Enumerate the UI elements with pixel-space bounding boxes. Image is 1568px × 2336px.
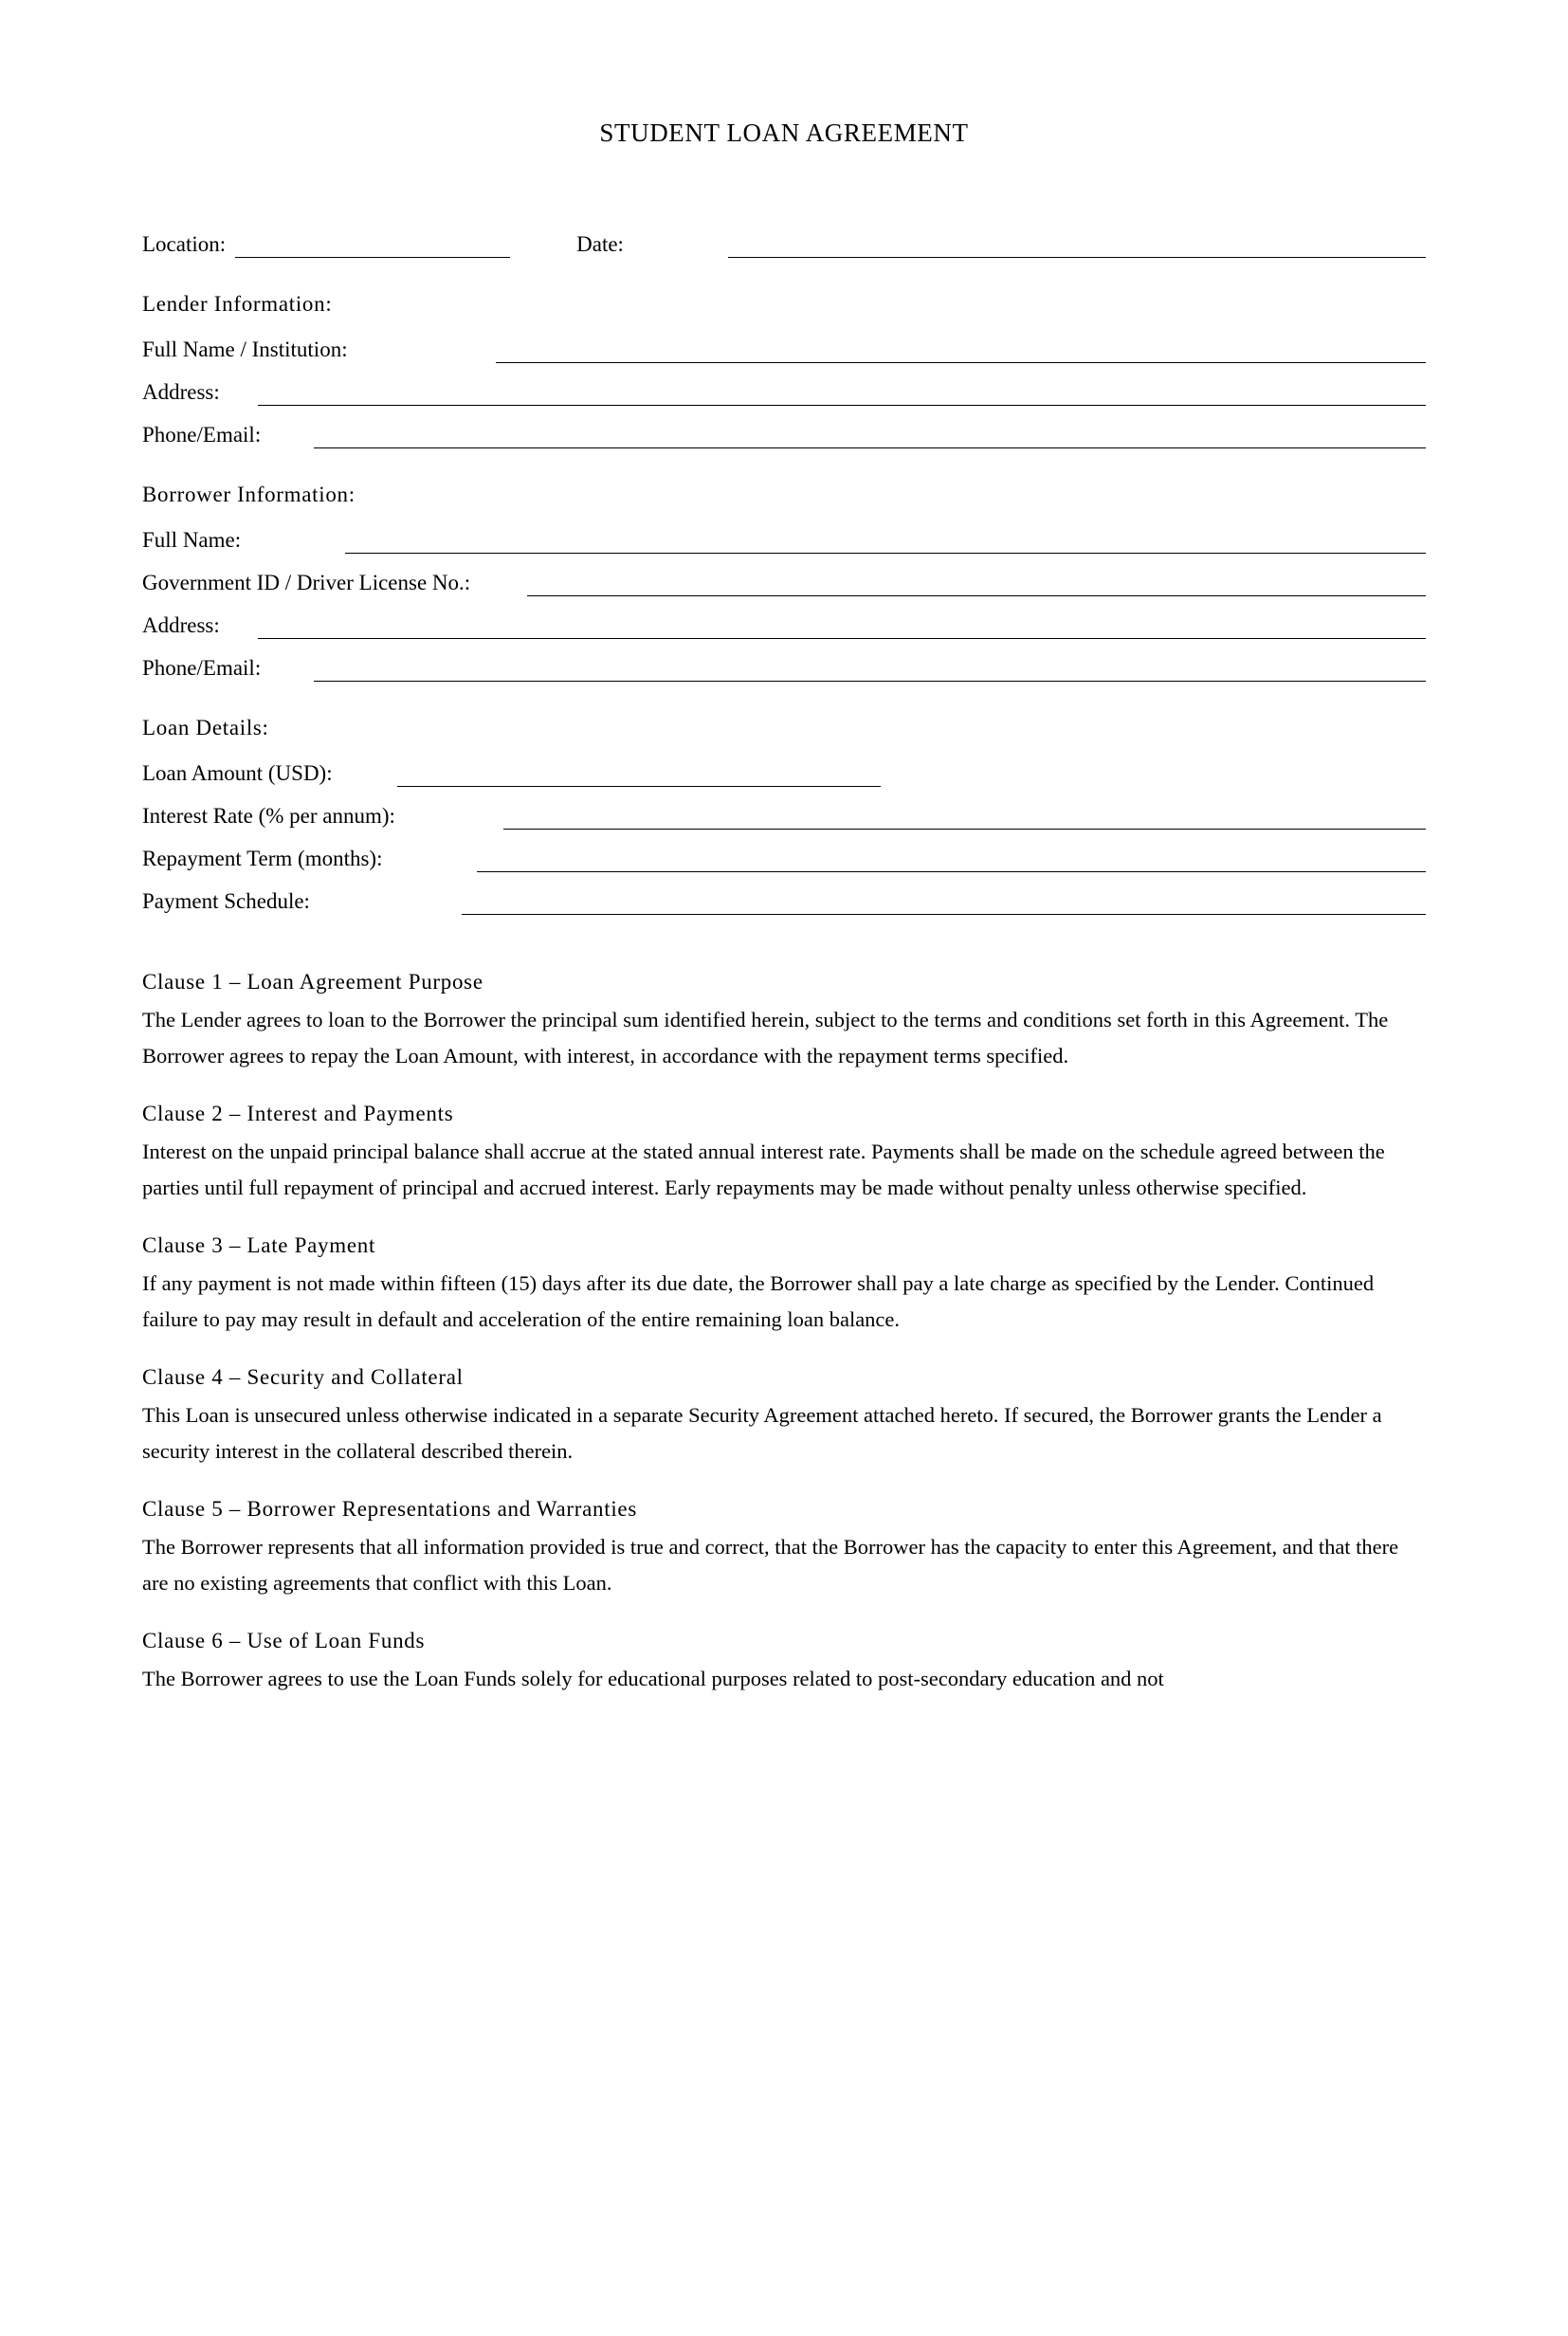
borrower-information-section bbox=[142, 481, 1426, 682]
borrower-phone-email-input[interactable] bbox=[314, 660, 1426, 682]
clause-item bbox=[142, 1362, 1426, 1469]
field-row-payment-schedule bbox=[142, 872, 1426, 915]
borrower-address-input[interactable] bbox=[258, 617, 1426, 639]
clause-item bbox=[142, 1099, 1426, 1206]
loan-amount-label: Loan Amount (USD): bbox=[142, 761, 333, 785]
borrower-information-heading: Borrower Information: bbox=[142, 483, 356, 506]
field-row-borrower-phone-email bbox=[142, 639, 1426, 682]
clause-2-title: Clause 2 – Interest and Payments bbox=[142, 1102, 454, 1125]
header-fields-row bbox=[142, 231, 1426, 258]
date-label: Date: bbox=[576, 232, 624, 256]
clause-1-body: The Lender agrees to loan to the Borrower the principal sum identified herein, subject to the terms and conditions set forth in this Agreement. The Borrower agrees to repay the Loan Amount, with interest, in accordance with the repayment terms specified. bbox=[142, 1008, 1389, 1068]
lender-information-heading: Lender Information: bbox=[142, 292, 333, 316]
clause-item bbox=[142, 1494, 1426, 1601]
clause-item bbox=[142, 1626, 1426, 1697]
field-row-lender-name bbox=[142, 320, 1426, 363]
lender-full-name-label: Full Name / Institution: bbox=[142, 338, 348, 361]
borrower-government-id-label: Government ID / Driver License No.: bbox=[142, 571, 471, 594]
borrower-full-name-input[interactable] bbox=[345, 532, 1426, 554]
clause-3-title: Clause 3 – Late Payment bbox=[142, 1233, 376, 1257]
clause-4-title: Clause 4 – Security and Collateral bbox=[142, 1365, 464, 1389]
loan-details-section bbox=[142, 714, 1426, 915]
field-row-loan-amount bbox=[142, 744, 1426, 787]
clause-5-body: The Borrower represents that all information provided is true and correct, that the Borrower has the capacity to enter this Agreement, and that there are no existing agreements that conflict with this Loan. bbox=[142, 1535, 1399, 1595]
clause-item bbox=[142, 1231, 1426, 1338]
repayment-term-input[interactable] bbox=[477, 850, 1426, 872]
clause-3-body: If any payment is not made within fifteen (15) days after its due date, the Borrower shall pay a late charge as specified by the Lender. Continued failure to pay may result in default and acceleration of the entire remaining loan balance. bbox=[142, 1271, 1375, 1331]
borrower-full-name-label: Full Name: bbox=[142, 528, 242, 552]
clause-2-body: Interest on the unpaid principal balance shall accrue at the stated annual interest rate. Payments shall be made on the schedule agreed between the parties until full repayment of principal and accrued interest. Early repayments may be made without penalty unless otherwise specified. bbox=[142, 1140, 1385, 1199]
borrower-government-id-input[interactable] bbox=[527, 575, 1426, 596]
clause-item bbox=[142, 967, 1426, 1074]
loan-details-heading: Loan Details: bbox=[142, 716, 269, 739]
location-input[interactable] bbox=[235, 236, 510, 258]
field-row-borrower-name bbox=[142, 511, 1426, 554]
lender-information-section bbox=[142, 290, 1426, 448]
clauses-section bbox=[142, 967, 1426, 1697]
lender-phone-email-input[interactable] bbox=[314, 427, 1426, 448]
clause-1-title: Clause 1 – Loan Agreement Purpose bbox=[142, 970, 483, 994]
field-row-borrower-government-id bbox=[142, 554, 1426, 596]
field-row-lender-address bbox=[142, 363, 1426, 406]
payment-schedule-input[interactable] bbox=[462, 893, 1426, 915]
clause-6-title: Clause 6 – Use of Loan Funds bbox=[142, 1629, 426, 1652]
field-row-lender-phone-email bbox=[142, 406, 1426, 448]
interest-rate-input[interactable] bbox=[503, 808, 1426, 830]
clause-4-body: This Loan is unsecured unless otherwise indicated in a separate Security Agreement attached hereto. If secured, the Borrower grants the Lender a security interest in the collateral described therein. bbox=[142, 1403, 1382, 1463]
lender-full-name-input[interactable] bbox=[496, 341, 1426, 363]
loan-amount-input[interactable] bbox=[397, 765, 881, 787]
lender-address-input[interactable] bbox=[258, 384, 1426, 406]
clause-5-title: Clause 5 – Borrower Representations and Warranties bbox=[142, 1497, 637, 1521]
date-input[interactable] bbox=[728, 236, 1426, 258]
document-page bbox=[0, 119, 1568, 2336]
lender-address-label: Address: bbox=[142, 380, 220, 404]
field-row-interest-rate bbox=[142, 787, 1426, 830]
interest-rate-label: Interest Rate (% per annum): bbox=[142, 804, 395, 828]
lender-phone-email-label: Phone/Email: bbox=[142, 423, 262, 447]
repayment-term-label: Repayment Term (months): bbox=[142, 847, 383, 870]
field-row-repayment-term bbox=[142, 830, 1426, 872]
borrower-phone-email-label: Phone/Email: bbox=[142, 656, 262, 680]
location-label: Location: bbox=[142, 232, 227, 256]
field-row-borrower-address bbox=[142, 596, 1426, 639]
page-title: STUDENT LOAN AGREEMENT bbox=[599, 119, 969, 147]
payment-schedule-label: Payment Schedule: bbox=[142, 889, 310, 913]
borrower-address-label: Address: bbox=[142, 613, 220, 637]
clause-6-body: The Borrower agrees to use the Loan Funds solely for educational purposes related to post-secondary education and not bbox=[142, 1667, 1164, 1690]
